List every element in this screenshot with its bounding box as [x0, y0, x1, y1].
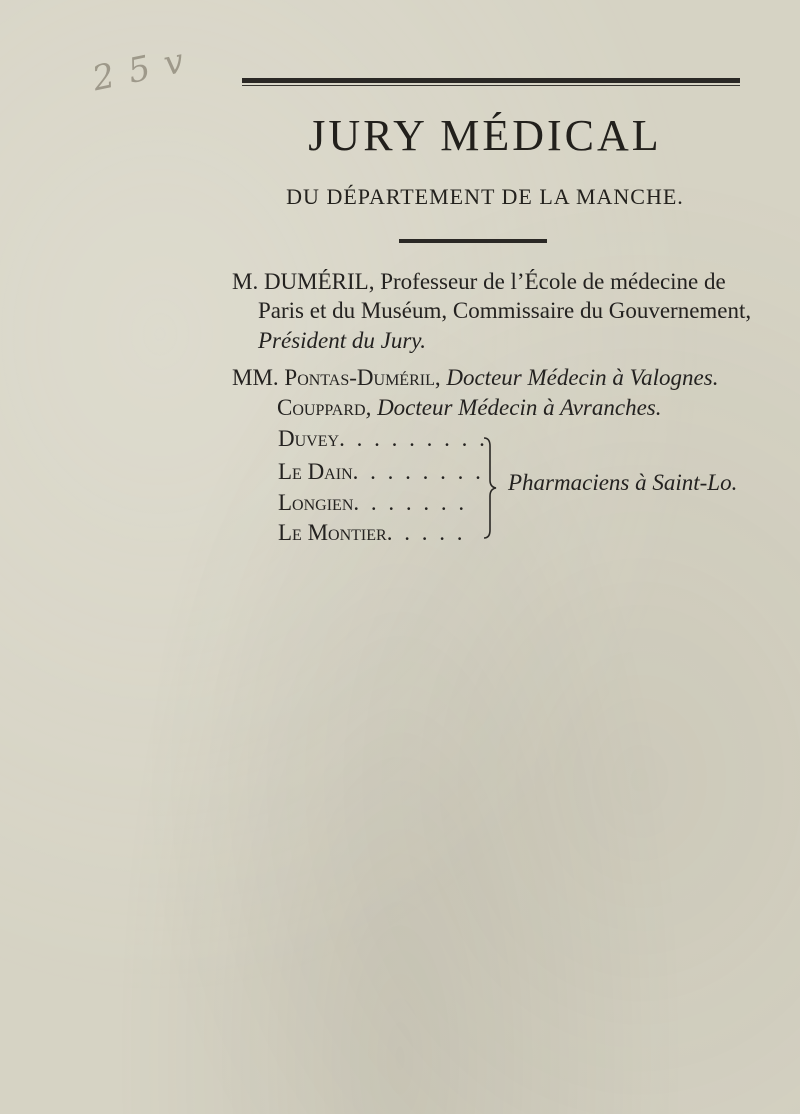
leader-dots: . . . . . . . . . — [339, 426, 488, 451]
leader-dots: . . . . . . . . — [352, 459, 484, 484]
president-line-1 — [232, 266, 726, 298]
member-pontas — [232, 362, 718, 394]
pontas-desc: Docteur Médecin à Valognes. — [440, 365, 719, 390]
leader-dots: . . . . . . . — [353, 490, 468, 515]
leader-dots: . . . . . — [386, 520, 466, 545]
member-couppard — [277, 392, 662, 424]
pharmacien-name — [278, 457, 484, 487]
president-line-2: Paris et du Muséum, Commissaire du Gouvernement, — [258, 298, 752, 323]
handwritten-note: 2 5 v — [88, 40, 190, 100]
top-double-rule — [242, 78, 740, 83]
president-role: Président du Jury. — [258, 328, 426, 353]
curly-brace-icon — [482, 436, 498, 540]
pharmacien-name-text: Longien — [278, 490, 354, 515]
section-rule — [399, 239, 547, 243]
pharmacien-name-text: Le Montier — [278, 520, 387, 545]
pontas-name: Pontas-Duméril, — [284, 365, 441, 390]
couppard-desc: , Docteur Médecin à Avranches. — [365, 395, 662, 420]
pharmacien-name-text: Duvey — [278, 426, 340, 451]
pharmacien-name — [278, 518, 465, 548]
page-title: JURY MÉDICAL — [308, 111, 662, 160]
pharmacien-name — [278, 488, 467, 518]
pharmaciens-label: Pharmaciens à Saint-Lo. — [508, 470, 738, 495]
couppard-name: Couppard — [277, 395, 366, 420]
page-subtitle: DU DÉPARTEMENT DE LA MANCHE. — [286, 184, 684, 209]
president-name: M. DUMÉRIL, — [232, 269, 375, 294]
president-desc-1: Professeur de l’École de médecine de — [374, 269, 726, 294]
pharmacien-name-text: Le Dain — [278, 459, 353, 484]
pharmacien-name — [278, 424, 488, 454]
mm-prefix: MM. — [232, 365, 285, 390]
